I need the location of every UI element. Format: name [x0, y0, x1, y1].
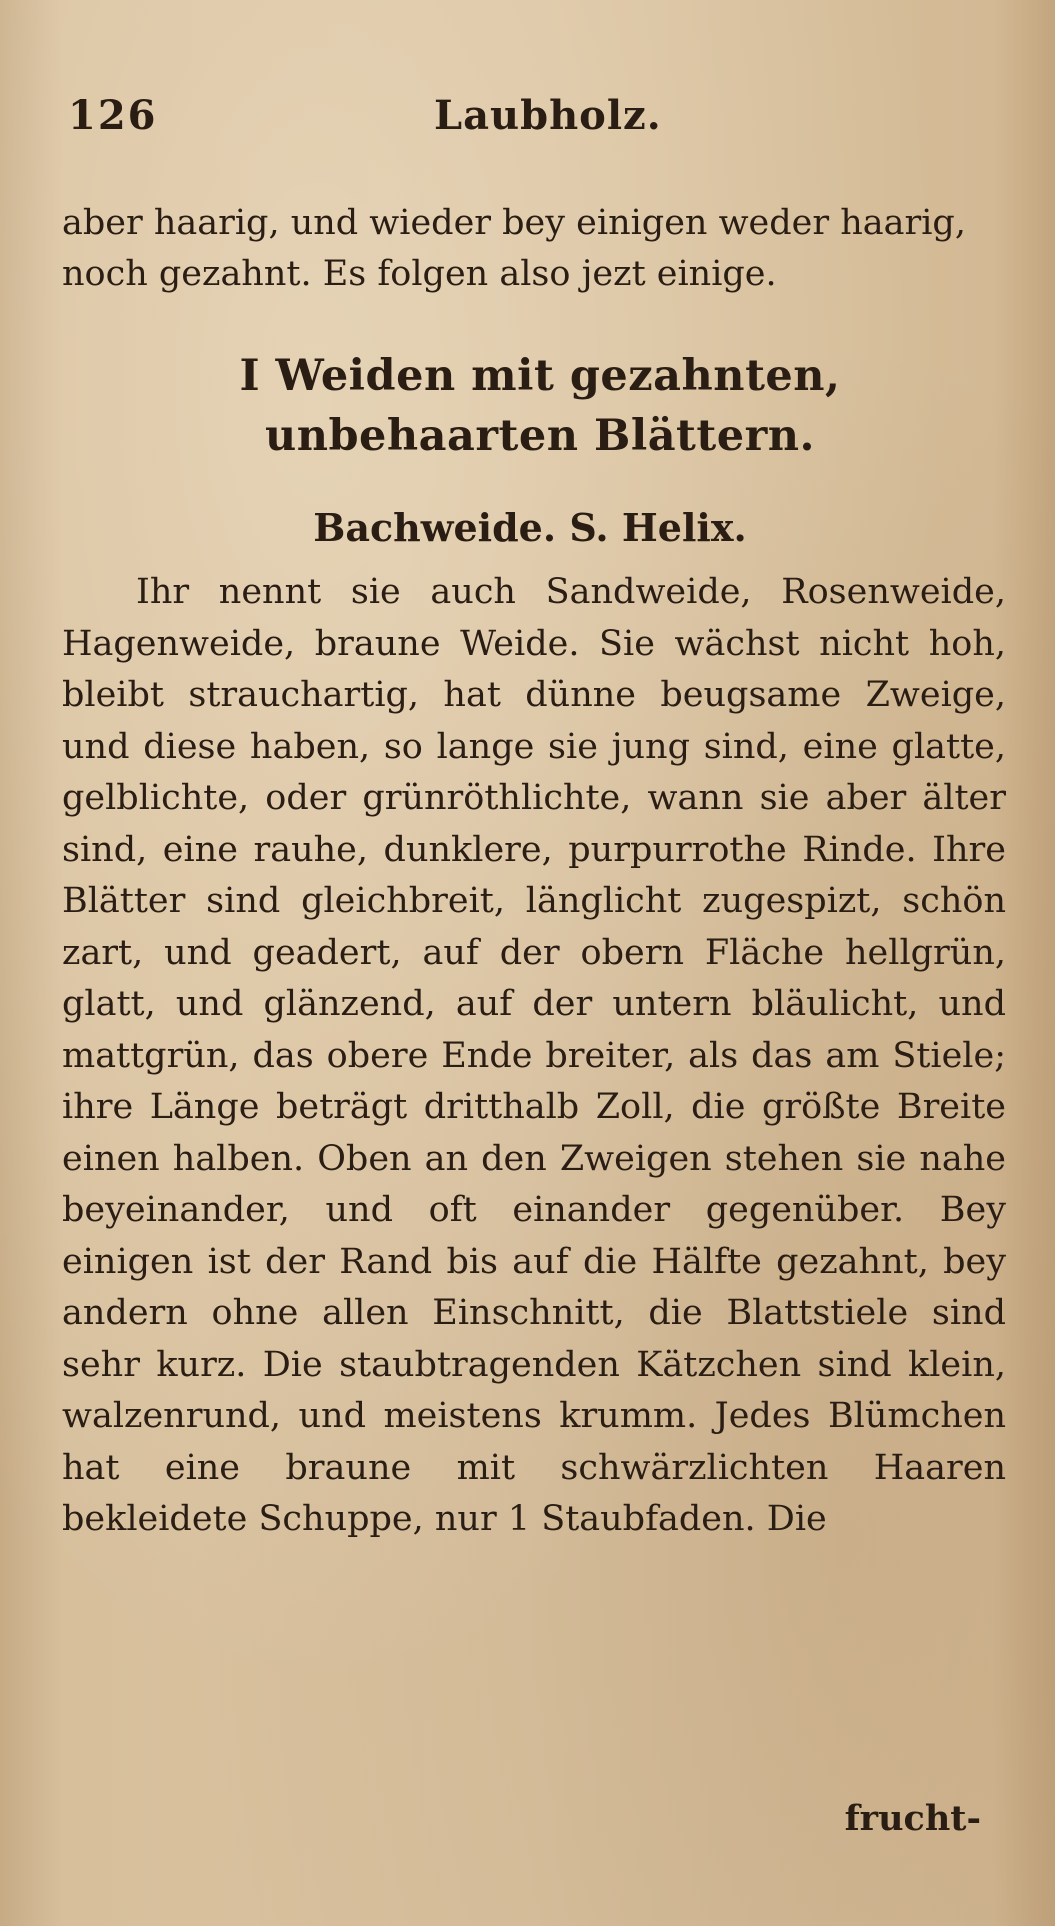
page-header [68, 92, 997, 148]
running-head: Laubholz. [434, 92, 662, 139]
intro-text: aber haarig, und wieder bey einigen weder haarig, noch gezahnt. Es folgen also jezt einige. [62, 203, 966, 294]
page-number: 126 [68, 92, 158, 139]
intro-paragraph [62, 198, 1006, 300]
body-paragraph [62, 567, 1006, 1546]
catchword: frucht- [844, 1798, 981, 1839]
species-heading: Bachweide. S. Helix. [313, 505, 747, 550]
body-text: Ihr nennt sie auch Sandweide, Rosenweide, Hagenweide, braune Weide. Sie wächst nicht hoh, bleibt strauchartig, hat dünne beugsame Zweige, und diese haben, so lange sie jung sind, eine glatte, gelblichte, oder grünröthlichte, wann sie aber älter sind, eine rauhe, dunklere, purpurrothe Rinde. Ihre Blätter sind gleichbreit, länglicht zugespizt, schön zart, und geadert, auf der obern Fläche hellgrün, glatt, und glänzend, auf der untern bläulicht, und mattgrün, das obere Ende breiter, als das am Stiele; ihre Länge beträgt dritthalb Zoll, die größte Breite einen halben. Oben an den Zweigen stehen sie nahe beyeinander, und oft einander gegenüber. Bey einigen ist der Rand bis auf die Hälfte gezahnt, bey andern ohne allen Einschnitt, die Blattstiele sind sehr kurz. Die staubtragenden Kätzchen sind klein, walzenrund, und meistens krumm. Jedes Blümchen hat eine braune mit schwärzlichten Haaren bekleidete Schuppe, nur 1 Staubfaden. Die [62, 572, 1006, 1539]
section-heading: I Weiden mit gezahnten, unbehaarten Blättern. [239, 351, 841, 461]
